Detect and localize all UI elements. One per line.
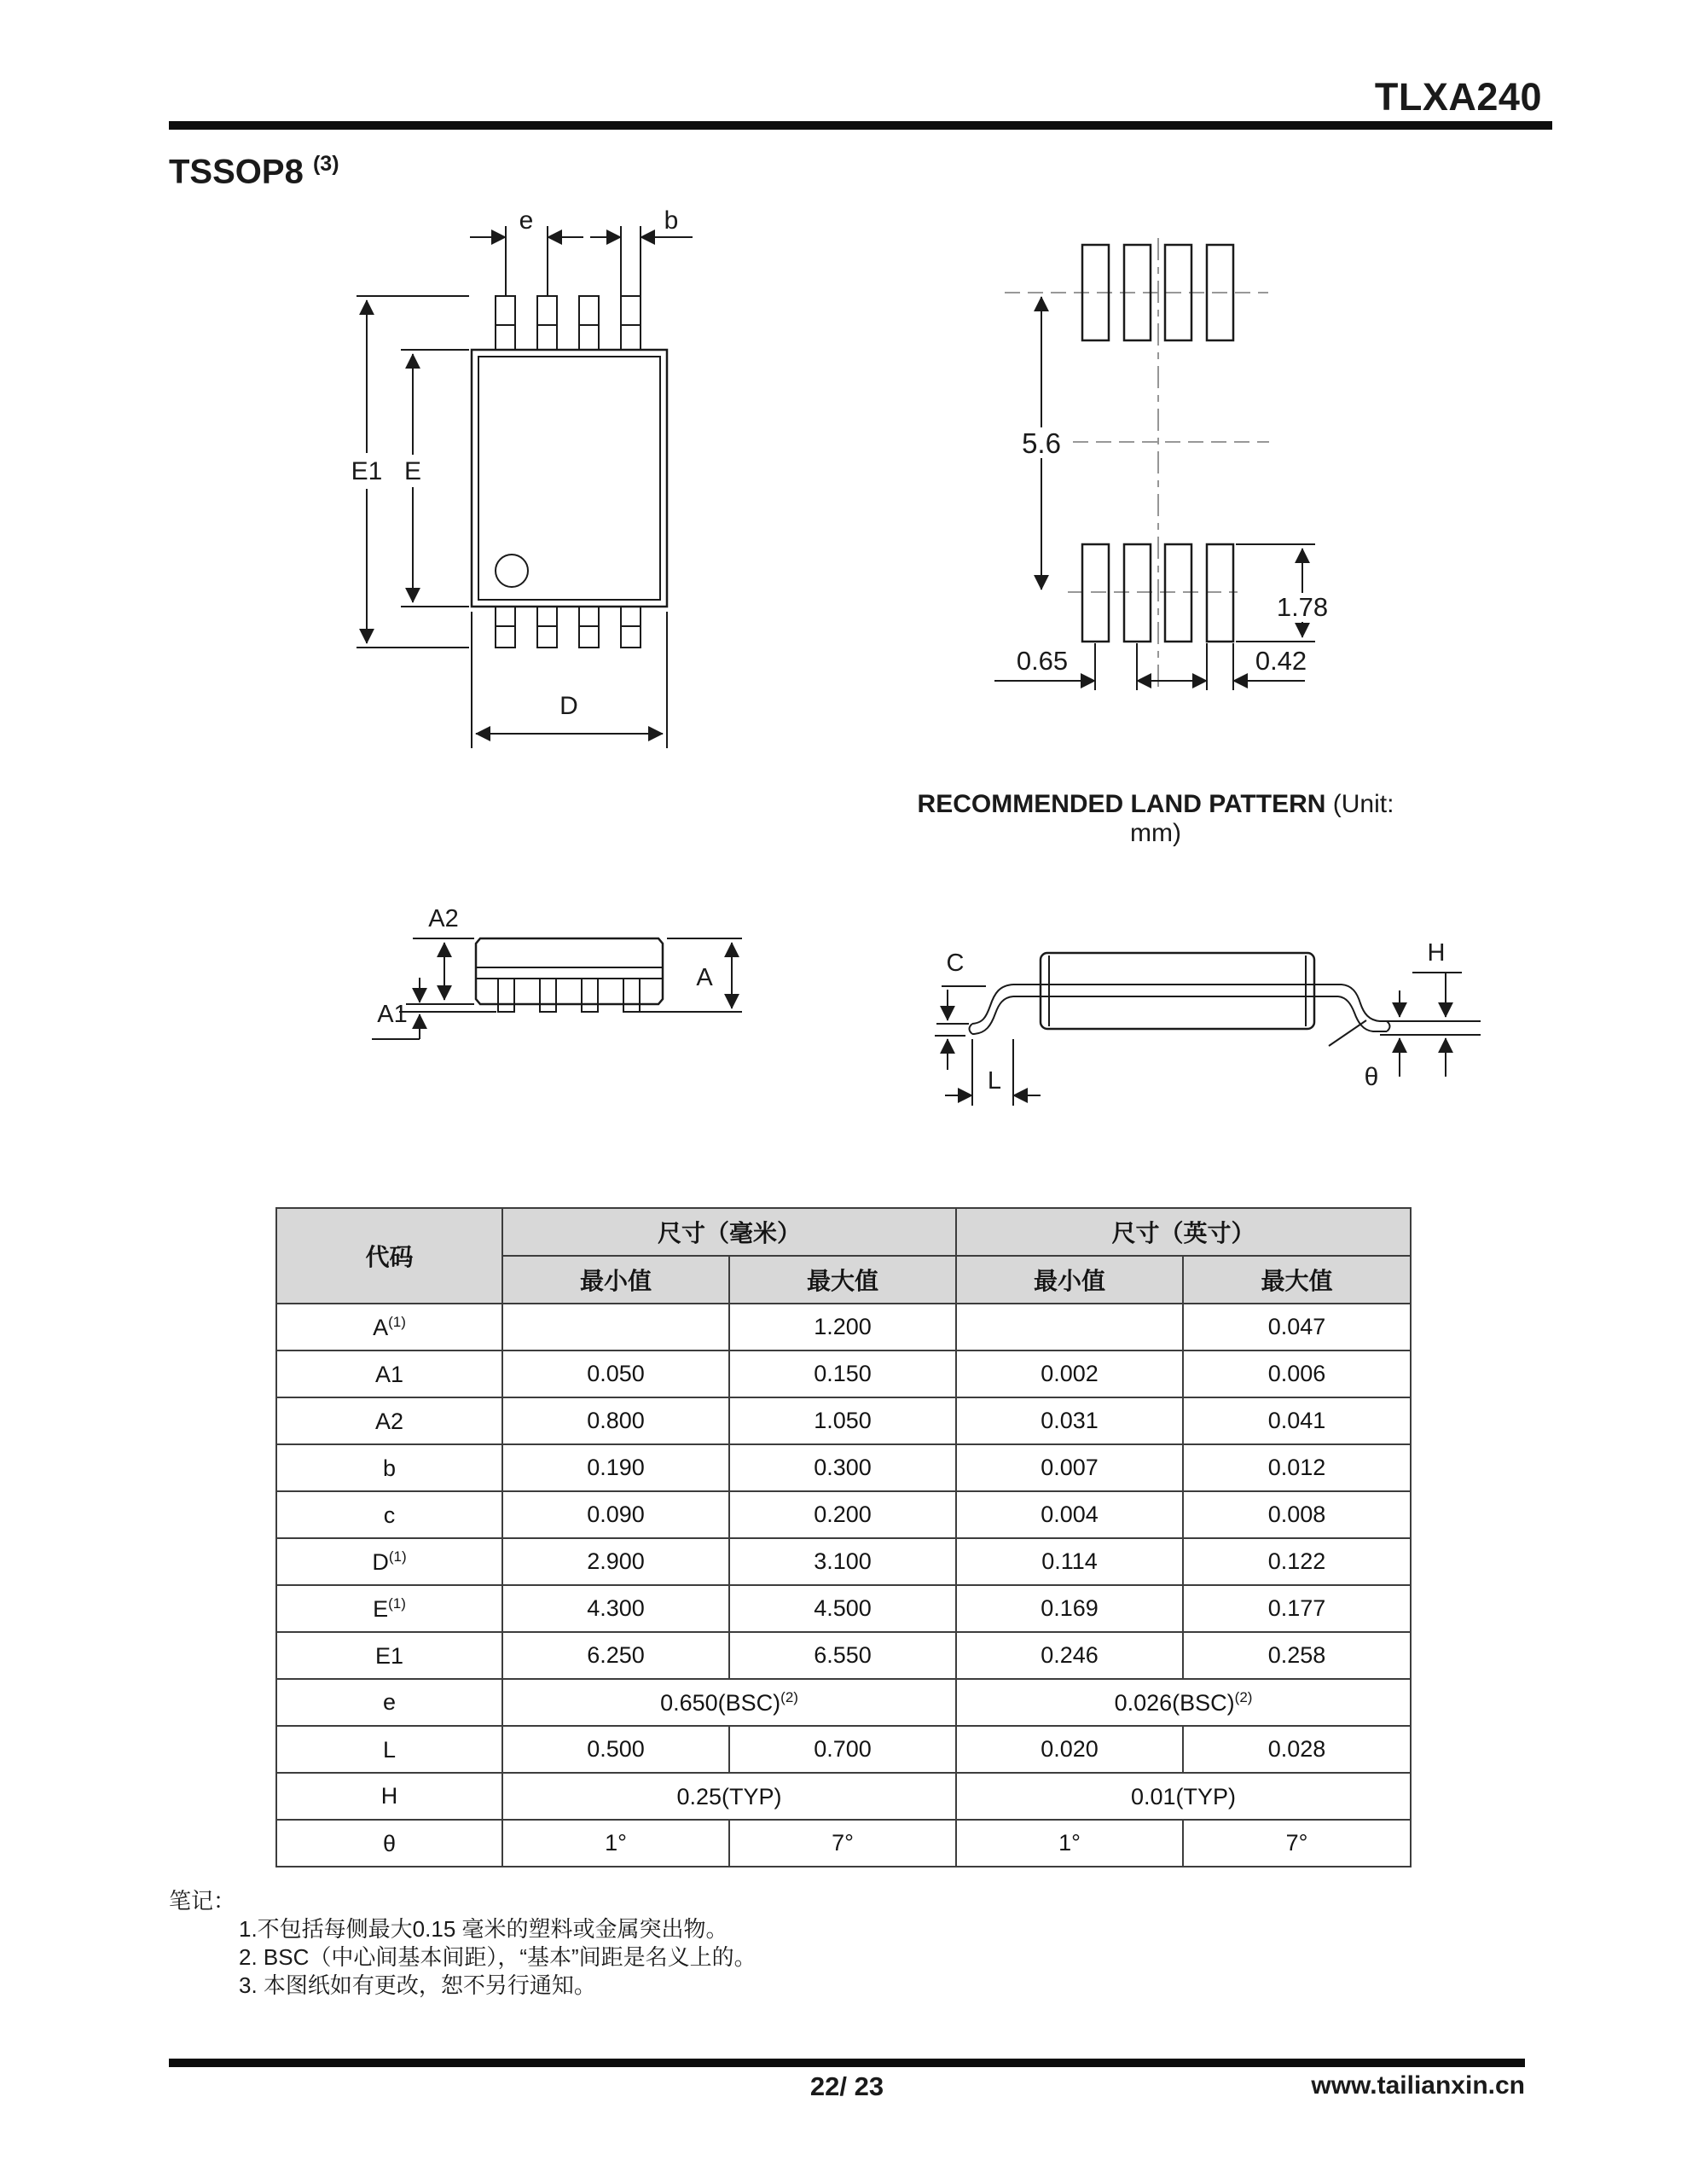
dim-label-L: L [987, 1067, 1002, 1095]
dim-label-1-78: 1.78 [1276, 592, 1329, 622]
code-cell: A2 [276, 1397, 502, 1444]
mm-min-cell: 2.900 [502, 1538, 729, 1585]
mm-min-cell: 0.800 [502, 1397, 729, 1444]
table-row [276, 1350, 1411, 1397]
dim-label-0-65: 0.65 [1016, 646, 1069, 676]
page-title [169, 152, 339, 191]
code-cell: $D^{(1)}$ [276, 1538, 502, 1585]
caption-bold: RECOMMENDED LAND PATTERN [917, 790, 1326, 818]
in-max-cell: 0.258 [1183, 1632, 1411, 1679]
in-max-cell: 0.008 [1183, 1491, 1411, 1538]
dim-label-H: H [1427, 939, 1446, 967]
dim-E [397, 350, 469, 607]
dim-label-theta: θ [1364, 1063, 1379, 1091]
table-row [276, 1538, 1411, 1585]
in-max-cell: 7° [1183, 1820, 1411, 1867]
in-min-cell: 0.169 [956, 1585, 1183, 1632]
in-min-cell: 0.007 [956, 1444, 1183, 1491]
land-pattern-drawing [972, 218, 1348, 781]
package-top-view-drawing [307, 200, 785, 789]
pin1-indicator [496, 555, 528, 587]
dim-label-A: A [696, 964, 713, 991]
package-body [472, 350, 667, 607]
mm-max-cell: 0.700 [729, 1726, 956, 1773]
table-row [276, 1773, 1411, 1820]
code-cell: θ [276, 1820, 502, 1867]
mm-merged-cell: 0.650(BSC)$^{(2)}$ [502, 1679, 956, 1726]
dim-C [935, 950, 986, 1070]
code-cell: L [276, 1726, 502, 1773]
col-header-in-max: 最大值 [1183, 1256, 1411, 1304]
page-number: 22/ 23 [809, 2071, 884, 2101]
in-min-cell: 0.114 [956, 1538, 1183, 1585]
mm-max-cell: 0.150 [729, 1350, 956, 1397]
mm-min-cell: 0.050 [502, 1350, 729, 1397]
in-max-cell: 0.041 [1183, 1397, 1411, 1444]
table-row [276, 1585, 1411, 1632]
dim-label-e: e [519, 206, 534, 235]
website-url: www.tailianxin.cn [1311, 2071, 1525, 2100]
note-item: 2. BSC（中心间基本间距），“基本”间距是名义上的。 [239, 1944, 757, 1970]
table-row [276, 1444, 1411, 1491]
in-max-cell: 0.006 [1183, 1350, 1411, 1397]
land-pattern-caption [917, 790, 1394, 848]
in-min-cell [956, 1304, 1183, 1350]
dimensions-table [275, 1207, 1412, 1867]
mm-max-cell: 3.100 [729, 1538, 956, 1585]
dim-L [945, 1039, 1041, 1106]
table-row [276, 1491, 1411, 1538]
code-cell: H [276, 1773, 502, 1820]
in-merged-cell: 0.01(TYP) [956, 1773, 1411, 1820]
dim-label-C: C [946, 950, 965, 977]
in-min-cell: 0.246 [956, 1632, 1183, 1679]
package-side-view-drawing [930, 879, 1493, 1135]
code-cell: A1 [276, 1350, 502, 1397]
col-header-mm-min: 最小值 [502, 1256, 729, 1304]
table-row [276, 1632, 1411, 1679]
dim-A1 [372, 978, 496, 1039]
in-min-cell: 0.002 [956, 1350, 1183, 1397]
dim-pad-height [1236, 544, 1334, 642]
in-min-cell: 0.031 [956, 1397, 1183, 1444]
in-max-cell: 0.028 [1183, 1726, 1411, 1773]
dim-pad-width [1163, 643, 1307, 690]
mm-max-cell: 4.500 [729, 1585, 956, 1632]
mm-min-cell: 0.190 [502, 1444, 729, 1491]
dim-label-b: b [664, 206, 679, 235]
page-title-text: TSSOP8 [169, 153, 304, 191]
table-row [276, 1726, 1411, 1773]
col-header-mm-max: 最大值 [729, 1256, 956, 1304]
dim-label-E: E [403, 457, 422, 485]
in-merged-cell: 0.026(BSC)$^{(2)}$ [956, 1679, 1411, 1726]
code-cell: c [276, 1491, 502, 1538]
footer-rule [169, 2059, 1525, 2067]
in-max-cell: 0.177 [1183, 1585, 1411, 1632]
table-row [276, 1397, 1411, 1444]
top-pins [496, 296, 641, 350]
in-max-cell: 0.122 [1183, 1538, 1411, 1585]
package-front-view-drawing [367, 879, 827, 1083]
dim-label-A1: A1 [377, 1001, 408, 1028]
col-header-in-min: 最小值 [956, 1256, 1183, 1304]
note-item: 1.不包括每侧最大0.15 毫米的塑料或金属突出物。 [239, 1916, 728, 1942]
mm-min-cell: 0.500 [502, 1726, 729, 1773]
code-cell: $E^{(1)}$ [276, 1585, 502, 1632]
dim-D [472, 612, 667, 748]
lead-stubs [498, 979, 640, 1012]
mm-min-cell: 4.300 [502, 1585, 729, 1632]
code-cell: b [276, 1444, 502, 1491]
in-min-cell: 0.020 [956, 1726, 1183, 1773]
dim-H [1380, 939, 1481, 1077]
gull-wing-leads [970, 985, 1390, 1034]
table-row [276, 1679, 1411, 1726]
mm-max-cell: 7° [729, 1820, 956, 1867]
dim-pitch [994, 643, 1163, 690]
notes-label: 笔记： [169, 1888, 236, 1914]
mm-merged-cell: 0.25(TYP) [502, 1773, 956, 1820]
in-max-cell: 0.012 [1183, 1444, 1411, 1491]
dim-A [638, 938, 742, 1012]
code-cell: E1 [276, 1632, 502, 1679]
dim-row-spacing [1017, 297, 1066, 590]
header-rule [169, 121, 1552, 130]
col-header-mm: 尺寸（毫米） [502, 1208, 956, 1256]
col-header-inch: 尺寸（英寸） [956, 1208, 1411, 1256]
mm-max-cell: 1.050 [729, 1397, 956, 1444]
code-cell: e [276, 1679, 502, 1726]
mm-min-cell [502, 1304, 729, 1350]
dim-label-0-42: 0.42 [1255, 646, 1307, 676]
table-row [276, 1304, 1411, 1350]
in-min-cell: 1° [956, 1820, 1183, 1867]
in-max-cell: 0.047 [1183, 1304, 1411, 1350]
note-item: 3. 本图纸如有更改，恕不另行通知。 [239, 1972, 596, 1998]
caption-unit: (Unit: mm) [1130, 790, 1394, 847]
mm-max-cell: 0.200 [729, 1491, 956, 1538]
doc-number: TLXA240 [1374, 75, 1542, 119]
mm-max-cell: 1.200 [729, 1304, 956, 1350]
dim-label-E1: E1 [351, 457, 383, 485]
bottom-pins [496, 607, 641, 648]
body-profile [1013, 953, 1342, 1029]
mm-min-cell: 1° [502, 1820, 729, 1867]
dim-e [470, 206, 583, 296]
mm-max-cell: 6.550 [729, 1632, 956, 1679]
dim-label-5-6: 5.6 [1022, 427, 1061, 459]
mm-min-cell: 6.250 [502, 1632, 729, 1679]
notes-section [169, 1887, 757, 2000]
mm-max-cell: 0.300 [729, 1444, 956, 1491]
dim-label-A2: A2 [428, 905, 459, 932]
in-min-cell: 0.004 [956, 1491, 1183, 1538]
col-header-code: 代码 [276, 1208, 502, 1304]
table-row [276, 1820, 1411, 1867]
mm-min-cell: 0.090 [502, 1491, 729, 1538]
dim-label-D: D [559, 692, 578, 720]
body-profile [476, 938, 663, 1004]
title-superscript: (3) [312, 152, 339, 176]
dim-b [590, 206, 693, 296]
dim-A2 [406, 905, 474, 1004]
code-cell: $A^{(1)}$ [276, 1304, 502, 1350]
table-header-row-1 [276, 1208, 1411, 1256]
